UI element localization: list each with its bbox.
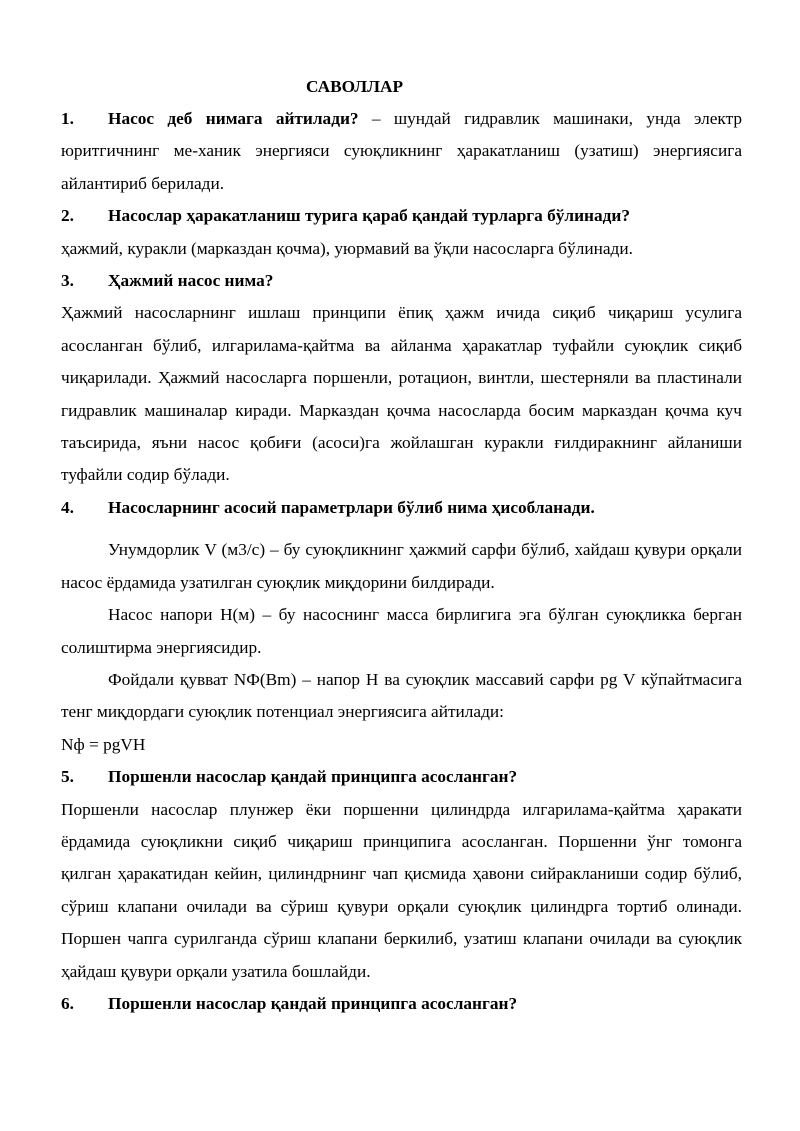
question-3-answer: Ҳажмий насосларнинг ишлаш принципи ёпиқ ҳажм ичида сиқиб чиқариш усулига асосланган бўлиб, илгарилама-қайтма ва айланма ҳаракатлар туфайли суюқлик сиқиб чиқарилади. Ҳажмий насосларга поршенли, ротацион, винтли, шестерняли ва пластинали гидравлик машиналар киради. Марказдан қочма насосларда босим марказдан қочма куч таъсирида, яъни насос қобиғи (асоси)га жойлашган куракли ғилдиракнинг айланиши туфайли содир бўлади. [61, 303, 742, 485]
question-1-answer: юритгичнинг ме-ханик энергияси суюқликнинг ҳаракатланиш (узатиш) энергиясига айлантириб берилади. [61, 141, 742, 193]
question-4-paragraph-2: Насос напори Н(м) – бу насоснинг масса бирлигига эга бўлган суюқликка берган солиштирма энергиясидир. [61, 605, 742, 657]
question-5-heading [61, 761, 742, 793]
question-2 [61, 200, 742, 265]
question-6-number: 6. [61, 993, 74, 1013]
question-3 [61, 265, 742, 492]
question-3-text: Ҳажмий насос нима? [108, 271, 274, 291]
question-4-paragraph-3: Фойдали қувват NФ(Вm) – напор Н ва суюқлик массавий сарфи pg V кўпайтмасига тенг миқдордаги суюқлик потенциал энергиясига айтилади: [61, 669, 742, 722]
question-1-line-text [108, 103, 742, 135]
question-5-text: Поршенли насослар қандай принципга асосланган? [108, 767, 518, 787]
question-6 [61, 988, 742, 1020]
question-1-answer-inline: – шундай гидравлик машинаки, унда электр [358, 109, 742, 128]
question-1 [61, 103, 742, 200]
question-4-text: Насосларнинг асосий параметрлари бўлиб нима ҳисобланади. [108, 497, 595, 517]
question-1-number: 1. [61, 109, 74, 128]
question-2-answer: ҳажмий, куракли (марказдан қочма), уюрмавий ва ўқли насосларга бўлинади. [61, 238, 633, 258]
question-2-number: 2. [61, 206, 74, 226]
question-3-number: 3. [61, 271, 74, 291]
question-5-answer: Поршенли насослар плунжер ёки поршенни цилиндрда илгарилама-қайтма ҳаракати ёрдамида суюқликни сиқиб чиқариш принципига асосланган. Поршенни ўнг томонга қилган ҳаракатидан кейин, цилиндрнинг чап қисмида ҳавони сийраклaниши содир бўлиб, сўриш клапани очилади ва сўриш қувури орқали суюқлик цилиндрга тортиб олинади. Поршен чапга сурилганда сўриш клапани беркилиб, узатиш клапани очилади ва суюқлик ҳайдаш қувури орқали узатила бошлайди. [61, 799, 742, 981]
question-2-text: Насослар ҳаракатланиш турига қараб қандай турларга бўлинади? [108, 206, 630, 226]
question-5-number: 5. [61, 767, 74, 787]
question-4-heading [61, 492, 742, 524]
page-title: САВОЛЛАР [306, 77, 403, 96]
question-4 [61, 492, 742, 761]
question-2-heading [61, 200, 742, 232]
question-5 [61, 761, 742, 988]
question-1-first-line [61, 103, 742, 135]
question-3-heading [61, 265, 742, 297]
question-6-text: Поршенли насослар қандай принципга асосланган? [108, 993, 518, 1013]
question-4-formula: Nф = pgVH [61, 734, 146, 754]
question-1-text: Насос деб нимага айтилади? [108, 109, 359, 128]
document-page [61, 71, 742, 1020]
question-6-heading [61, 988, 742, 1020]
question-4-number: 4. [61, 497, 74, 517]
question-4-paragraph-1: Унумдорлик V (м3/с) – бу суюқликнинг ҳажмий сарфи бўлиб, хайдаш қувури орқали насос ёрдамида узатилган суюқлик миқдорини билдиради. [61, 540, 742, 592]
